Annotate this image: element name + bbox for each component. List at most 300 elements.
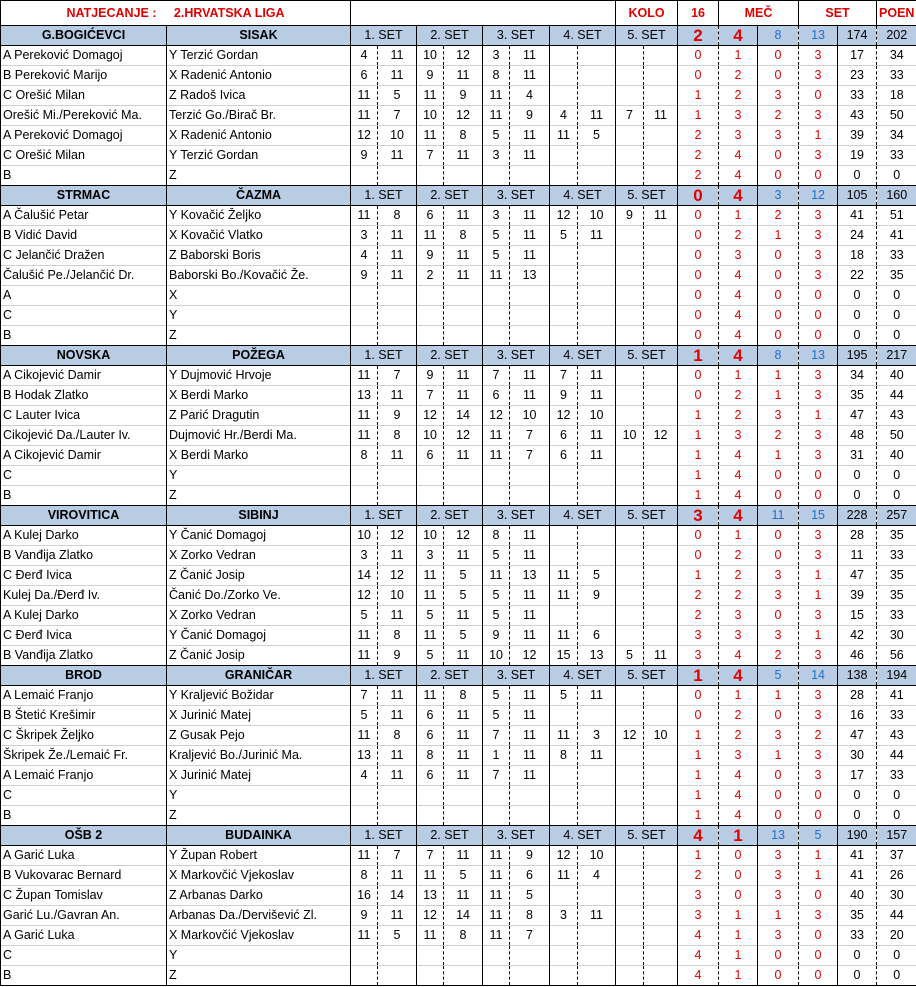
set-score — [378, 966, 417, 986]
set-score: 11 — [417, 126, 444, 146]
mec-away-running: 4 — [719, 146, 758, 166]
set-score: 3 — [351, 226, 378, 246]
sets-away: 3 — [799, 46, 838, 66]
set-score: 11 — [578, 746, 616, 766]
table-row — [1, 606, 916, 626]
set-score — [378, 166, 417, 186]
set-score: 8 — [378, 626, 417, 646]
table-row — [1, 906, 916, 926]
set-score: 5 — [483, 226, 510, 246]
set-score — [616, 486, 644, 506]
sets-home: 0 — [758, 486, 799, 506]
set-score — [644, 546, 678, 566]
match-header — [1, 26, 916, 46]
set-score: 11 — [351, 926, 378, 946]
set-score: 4 — [578, 866, 616, 886]
set-score: 11 — [550, 566, 578, 586]
sets-home: 0 — [758, 286, 799, 306]
set-score: 11 — [578, 906, 616, 926]
sets-home: 3 — [758, 626, 799, 646]
points-away: 0 — [877, 806, 916, 826]
away-player: X Radenić Antonio — [167, 66, 351, 86]
table-row — [1, 326, 916, 346]
set-score: 11 — [378, 386, 417, 406]
points-away: 56 — [877, 646, 916, 666]
set-score: 8 — [444, 126, 483, 146]
set-score: 11 — [444, 646, 483, 666]
set-score — [616, 246, 644, 266]
set-score: 8 — [378, 206, 417, 226]
points-home: 41 — [838, 866, 877, 886]
set-score: 11 — [378, 606, 417, 626]
set-score: 11 — [510, 746, 550, 766]
set-column-label: 1. SET — [351, 506, 417, 526]
mec-home: 2 — [678, 26, 719, 46]
set-score: 11 — [510, 46, 550, 66]
set-score: 10 — [578, 846, 616, 866]
set-score — [644, 806, 678, 826]
set-score — [550, 286, 578, 306]
set-score: 11 — [417, 226, 444, 246]
set-score — [483, 166, 510, 186]
mec-home-running: 4 — [678, 966, 719, 986]
mec-away: 4 — [719, 186, 758, 206]
sets-home: 0 — [758, 66, 799, 86]
away-player: X Zorko Vedran — [167, 546, 351, 566]
set-score — [351, 946, 378, 966]
set-score — [616, 966, 644, 986]
set-score: 11 — [483, 906, 510, 926]
match-header — [1, 186, 916, 206]
sets-away: 3 — [799, 606, 838, 626]
away-team: BUDAINKA — [167, 826, 351, 846]
mec-away-running: 1 — [719, 966, 758, 986]
set-score — [644, 126, 678, 146]
set-score: 9 — [351, 146, 378, 166]
table-row — [1, 786, 916, 806]
set-score: 5 — [483, 606, 510, 626]
points-home: 0 — [838, 286, 877, 306]
sets-away: 1 — [799, 406, 838, 426]
away-player: Z — [167, 326, 351, 346]
sets-home: 0 — [758, 806, 799, 826]
away-player: Z — [167, 166, 351, 186]
table-row — [1, 646, 916, 666]
set-score: 7 — [417, 146, 444, 166]
set-score: 8 — [378, 726, 417, 746]
set-score: 9 — [510, 106, 550, 126]
sets-away: 3 — [799, 746, 838, 766]
set-score — [616, 906, 644, 926]
home-player: B Vukovarac Bernard — [1, 866, 167, 886]
set-score: 11 — [644, 106, 678, 126]
set-score: 16 — [351, 886, 378, 906]
set-score: 8 — [483, 526, 510, 546]
set-score: 11 — [378, 866, 417, 886]
results-body — [1, 1, 916, 986]
set-score — [483, 966, 510, 986]
set-score: 11 — [378, 546, 417, 566]
set-column-label: 2. SET — [417, 186, 483, 206]
sets-away: 3 — [799, 206, 838, 226]
sets-home: 0 — [758, 146, 799, 166]
mec-away-running: 4 — [719, 306, 758, 326]
set-score — [417, 806, 444, 826]
set-score: 13 — [578, 646, 616, 666]
set-score — [378, 306, 417, 326]
away-player: Y Dujmović Hrvoje — [167, 366, 351, 386]
set-score — [550, 526, 578, 546]
set-score: 6 — [510, 866, 550, 886]
points-home: 31 — [838, 446, 877, 466]
points-home: 34 — [838, 366, 877, 386]
set-score — [550, 926, 578, 946]
home-player: C Orešić Milan — [1, 146, 167, 166]
set-score — [644, 226, 678, 246]
points-away: 35 — [877, 566, 916, 586]
points-away: 0 — [877, 786, 916, 806]
set-score — [644, 926, 678, 946]
points-home: 47 — [838, 566, 877, 586]
set-score — [444, 166, 483, 186]
set-score: 9 — [351, 266, 378, 286]
set-score: 5 — [417, 606, 444, 626]
set-score — [578, 306, 616, 326]
set-score — [483, 486, 510, 506]
set-score — [616, 806, 644, 826]
sets-away: 0 — [799, 926, 838, 946]
set-home: 8 — [758, 346, 799, 366]
away-player: Kraljević Bo./Jurinić Ma. — [167, 746, 351, 766]
set-score: 3 — [483, 206, 510, 226]
set-score — [510, 786, 550, 806]
set-score — [417, 486, 444, 506]
set-score — [616, 786, 644, 806]
away-player: Terzić Go./Birač Br. — [167, 106, 351, 126]
set-score: 11 — [417, 926, 444, 946]
set-score — [351, 486, 378, 506]
set-score — [644, 486, 678, 506]
set-score: 6 — [417, 766, 444, 786]
set-score — [616, 566, 644, 586]
home-player: Kulej Da./Đerđ Iv. — [1, 586, 167, 606]
set-score: 11 — [510, 726, 550, 746]
set-score: 11 — [510, 686, 550, 706]
set-score — [550, 166, 578, 186]
table-row — [1, 486, 916, 506]
sets-home: 0 — [758, 966, 799, 986]
home-player: C — [1, 306, 167, 326]
set-label: SET — [799, 1, 877, 26]
set-score — [578, 466, 616, 486]
table-row — [1, 226, 916, 246]
set-score — [616, 886, 644, 906]
set-column-label: 5. SET — [616, 186, 678, 206]
set-score: 10 — [578, 406, 616, 426]
sets-home: 0 — [758, 246, 799, 266]
points-away: 33 — [877, 146, 916, 166]
set-score: 10 — [483, 646, 510, 666]
sets-away: 3 — [799, 266, 838, 286]
points-home: 17 — [838, 766, 877, 786]
mec-away-running: 3 — [719, 606, 758, 626]
mec-away-running: 2 — [719, 226, 758, 246]
home-player: B Vanđija Zlatko — [1, 646, 167, 666]
set-score: 7 — [417, 386, 444, 406]
set-score: 10 — [616, 426, 644, 446]
home-player: B — [1, 166, 167, 186]
set-score: 11 — [550, 586, 578, 606]
set-score: 10 — [644, 726, 678, 746]
points-away: 33 — [877, 606, 916, 626]
set-score — [616, 686, 644, 706]
match-header — [1, 506, 916, 526]
set-score: 1 — [483, 746, 510, 766]
set-score — [550, 86, 578, 106]
mec-home-running: 0 — [678, 686, 719, 706]
away-player: Y Terzić Gordan — [167, 146, 351, 166]
set-score — [417, 946, 444, 966]
mec-home-running: 0 — [678, 706, 719, 726]
set-column-label: 3. SET — [483, 26, 550, 46]
kolo-label: KOLO — [616, 1, 678, 26]
set-score: 5 — [550, 686, 578, 706]
set-score: 11 — [444, 706, 483, 726]
set-score — [578, 966, 616, 986]
sets-home: 2 — [758, 206, 799, 226]
mec-home-running: 2 — [678, 146, 719, 166]
set-score — [578, 146, 616, 166]
mec-away-running: 1 — [719, 906, 758, 926]
set-score: 11 — [444, 146, 483, 166]
away-player: X Berdi Marko — [167, 386, 351, 406]
set-score: 11 — [510, 766, 550, 786]
set-score: 11 — [578, 686, 616, 706]
set-score: 8 — [351, 866, 378, 886]
set-score: 11 — [550, 726, 578, 746]
set-column-label: 2. SET — [417, 26, 483, 46]
sets-home: 1 — [758, 446, 799, 466]
sets-home: 2 — [758, 106, 799, 126]
home-player: Orešić Mi./Pereković Ma. — [1, 106, 167, 126]
set-score — [351, 306, 378, 326]
set-score: 6 — [550, 446, 578, 466]
set-score: 14 — [351, 566, 378, 586]
sets-away: 1 — [799, 626, 838, 646]
set-score: 13 — [351, 386, 378, 406]
points-home: 0 — [838, 306, 877, 326]
set-score — [616, 706, 644, 726]
set-score: 11 — [510, 146, 550, 166]
set-score — [550, 486, 578, 506]
points-away: 40 — [877, 366, 916, 386]
set-score — [578, 246, 616, 266]
mec-away-running: 2 — [719, 586, 758, 606]
mec-home-running: 0 — [678, 366, 719, 386]
set-score: 7 — [378, 366, 417, 386]
set-score: 6 — [417, 206, 444, 226]
set-score: 4 — [550, 106, 578, 126]
mec-home-running: 0 — [678, 326, 719, 346]
points-away: 41 — [877, 686, 916, 706]
set-score — [578, 806, 616, 826]
set-score — [578, 786, 616, 806]
set-score: 11 — [417, 686, 444, 706]
points-home: 33 — [838, 86, 877, 106]
mec-home-running: 4 — [678, 926, 719, 946]
set-score: 14 — [378, 886, 417, 906]
sets-home: 3 — [758, 586, 799, 606]
set-score — [550, 966, 578, 986]
set-score: 11 — [483, 566, 510, 586]
set-score: 11 — [510, 606, 550, 626]
away-player: X Zorko Vedran — [167, 606, 351, 626]
sets-away: 3 — [799, 386, 838, 406]
sets-away: 0 — [799, 806, 838, 826]
set-score — [351, 326, 378, 346]
mec-away-running: 4 — [719, 786, 758, 806]
mec-away-running: 2 — [719, 66, 758, 86]
sets-away: 3 — [799, 706, 838, 726]
set-score: 3 — [550, 906, 578, 926]
points-home: 43 — [838, 106, 877, 126]
set-score: 5 — [483, 706, 510, 726]
set-score: 10 — [417, 426, 444, 446]
set-score: 12 — [510, 646, 550, 666]
set-column-label: 1. SET — [351, 826, 417, 846]
set-home: 13 — [758, 826, 799, 846]
sets-away: 3 — [799, 906, 838, 926]
set-score: 12 — [616, 726, 644, 746]
points-away: 35 — [877, 586, 916, 606]
points-home: 19 — [838, 146, 877, 166]
set-score — [616, 146, 644, 166]
points-away: 0 — [877, 306, 916, 326]
away-player: Y Čanić Domagoj — [167, 526, 351, 546]
home-player: A Pereković Domagoj — [1, 46, 167, 66]
set-score — [510, 806, 550, 826]
set-score: 11 — [510, 706, 550, 726]
mec-away-running: 1 — [719, 366, 758, 386]
set-column-label: 5. SET — [616, 506, 678, 526]
away-player: X Markovčić Vjekoslav — [167, 926, 351, 946]
table-row — [1, 806, 916, 826]
set-score: 11 — [351, 626, 378, 646]
set-score: 7 — [510, 426, 550, 446]
set-score: 11 — [644, 646, 678, 666]
set-score: 5 — [578, 126, 616, 146]
poen-away: 257 — [877, 506, 916, 526]
set-score: 11 — [578, 446, 616, 466]
table-row — [1, 146, 916, 166]
table-row — [1, 586, 916, 606]
set-score — [616, 386, 644, 406]
mec-away-running: 2 — [719, 546, 758, 566]
set-score — [644, 466, 678, 486]
set-score — [616, 846, 644, 866]
table-row — [1, 66, 916, 86]
set-score — [616, 46, 644, 66]
points-home: 48 — [838, 426, 877, 446]
set-score — [616, 126, 644, 146]
set-score — [644, 406, 678, 426]
set-score — [644, 286, 678, 306]
sets-away: 1 — [799, 566, 838, 586]
set-score — [616, 866, 644, 886]
mec-home-running: 0 — [678, 246, 719, 266]
sets-away: 1 — [799, 586, 838, 606]
set-score — [550, 66, 578, 86]
set-score: 12 — [550, 846, 578, 866]
set-score: 11 — [444, 246, 483, 266]
points-home: 0 — [838, 486, 877, 506]
table-row — [1, 626, 916, 646]
poen-home: 190 — [838, 826, 877, 846]
set-score — [644, 266, 678, 286]
set-score: 7 — [510, 926, 550, 946]
sets-away: 0 — [799, 466, 838, 486]
set-score — [578, 766, 616, 786]
set-score: 6 — [483, 386, 510, 406]
set-score — [444, 966, 483, 986]
mec-home-running: 0 — [678, 46, 719, 66]
mec-away-running: 4 — [719, 446, 758, 466]
set-score: 11 — [510, 206, 550, 226]
points-home: 17 — [838, 46, 877, 66]
set-score: 6 — [417, 706, 444, 726]
set-column-label: 2. SET — [417, 826, 483, 846]
set-score: 8 — [444, 926, 483, 946]
away-player: X Berdi Marko — [167, 446, 351, 466]
set-score — [578, 326, 616, 346]
sets-away: 3 — [799, 226, 838, 246]
set-column-label: 5. SET — [616, 26, 678, 46]
set-score: 8 — [378, 426, 417, 446]
away-player: Z Gusak Pejo — [167, 726, 351, 746]
set-score — [644, 906, 678, 926]
set-score: 5 — [483, 126, 510, 146]
set-score: 11 — [378, 246, 417, 266]
set-score: 9 — [378, 406, 417, 426]
set-score: 11 — [550, 126, 578, 146]
sets-away: 3 — [799, 246, 838, 266]
mec-away-running: 1 — [719, 526, 758, 546]
away-player: Z — [167, 486, 351, 506]
set-column-label: 5. SET — [616, 826, 678, 846]
table-row — [1, 86, 916, 106]
set-score: 5 — [483, 546, 510, 566]
points-away: 43 — [877, 726, 916, 746]
set-score: 12 — [417, 906, 444, 926]
home-player: Cikojević Da./Lauter Iv. — [1, 426, 167, 446]
set-score — [378, 786, 417, 806]
sets-away: 3 — [799, 66, 838, 86]
set-score: 10 — [578, 206, 616, 226]
set-score — [578, 706, 616, 726]
points-home: 42 — [838, 626, 877, 646]
points-home: 23 — [838, 66, 877, 86]
set-score: 11 — [510, 586, 550, 606]
set-score: 2 — [417, 266, 444, 286]
home-player: A Kulej Darko — [1, 606, 167, 626]
sets-home: 0 — [758, 306, 799, 326]
home-player: Čalušić Pe./Jelančić Dr. — [1, 266, 167, 286]
away-team: GRANIČAR — [167, 666, 351, 686]
set-score — [644, 146, 678, 166]
set-score: 9 — [578, 586, 616, 606]
table-row — [1, 846, 916, 866]
table-row — [1, 966, 916, 986]
